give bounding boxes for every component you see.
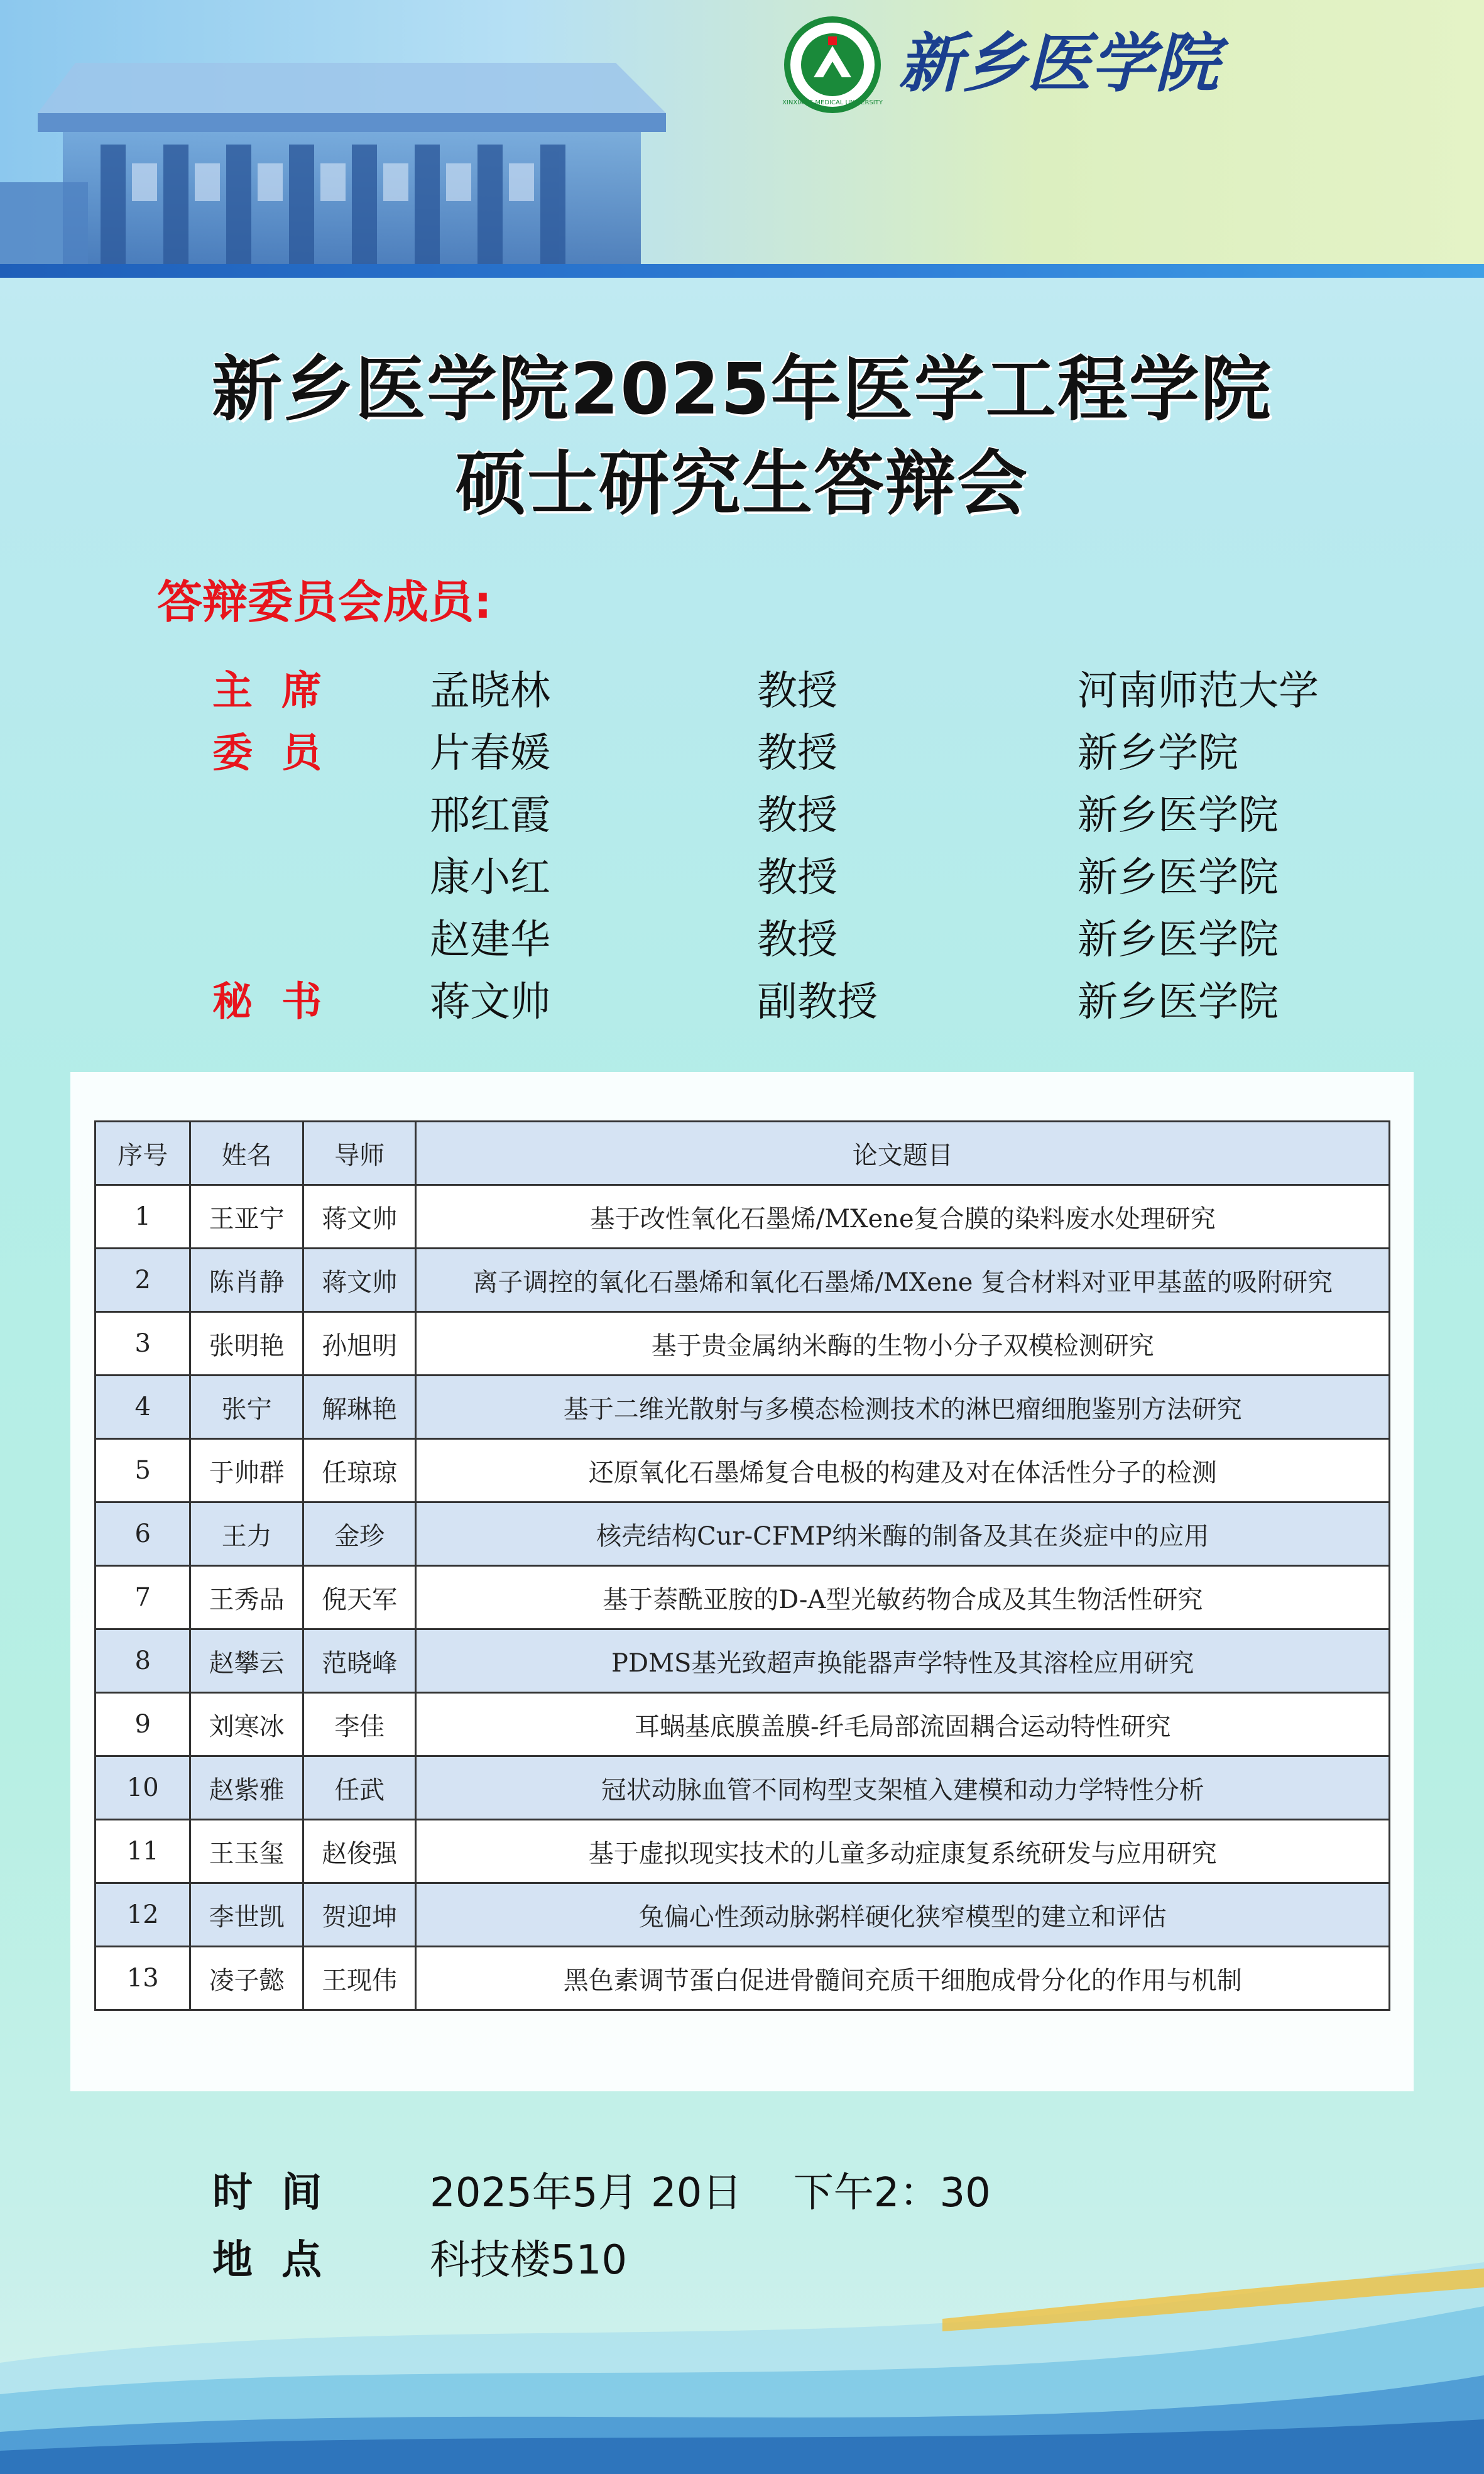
table-row [95, 1883, 1390, 1947]
cell-index: 11 [95, 1820, 190, 1883]
cell-index: 6 [95, 1502, 190, 1566]
cell-thesis-title: 基于虚拟现实技术的儿童多动症康复系统研发与应用研究 [416, 1820, 1390, 1883]
cell-student: 王秀品 [190, 1566, 303, 1629]
university-logo [779, 11, 1445, 118]
cell-student: 王玉玺 [190, 1820, 303, 1883]
member-title: 教授 [757, 917, 837, 963]
cell-advisor: 任琼琼 [303, 1439, 416, 1502]
table-row [95, 1756, 1390, 1820]
member-title: 教授 [757, 792, 837, 839]
member-org: 新乡医学院 [1078, 792, 1279, 839]
cell-advisor: 蒋文帅 [303, 1185, 416, 1249]
place-value: 科技楼510 [430, 2237, 628, 2284]
cell-student: 赵攀云 [190, 1629, 303, 1693]
cell-index: 8 [95, 1629, 190, 1693]
cell-thesis-title: 基于改性氧化石墨烯/MXene复合膜的染料废水处理研究 [416, 1185, 1390, 1249]
member-title: 教授 [757, 730, 837, 777]
cell-index: 1 [95, 1185, 190, 1249]
cell-advisor: 解琳艳 [303, 1376, 416, 1439]
table-row [95, 1376, 1390, 1439]
table-row [95, 1947, 1390, 2010]
cell-thesis-title: 还原氧化石墨烯复合电极的构建及对在体活性分子的检测 [416, 1439, 1390, 1502]
logo-emblem-text: XINXIANG MEDICAL UNIVERSITY [782, 99, 883, 106]
cell-student: 王力 [190, 1502, 303, 1566]
logo-calligraphy-text: 新乡医学院 [898, 26, 1219, 101]
cell-index: 13 [95, 1947, 190, 2010]
decorative-bottom-waves [0, 2250, 1484, 2474]
cell-index: 12 [95, 1883, 190, 1947]
place-label: 地点 [212, 2237, 351, 2284]
committee-member-row [0, 659, 1484, 715]
member-role: 主席 [212, 668, 351, 714]
member-name: 赵建华 [430, 917, 550, 963]
cell-index: 5 [95, 1439, 190, 1502]
committee-member-row [0, 845, 1484, 902]
cell-index: 10 [95, 1756, 190, 1820]
member-title: 教授 [757, 855, 837, 901]
table-row [95, 1312, 1390, 1376]
cell-thesis-title: 核壳结构Cur-CFMP纳米酶的制备及其在炎症中的应用 [416, 1502, 1390, 1566]
cell-student: 张明艳 [190, 1312, 303, 1376]
cell-thesis-title: 冠状动脉血管不同构型支架植入建模和动力学特性分析 [416, 1756, 1390, 1820]
cell-student: 张宁 [190, 1376, 303, 1439]
member-name: 康小红 [430, 855, 550, 901]
member-title: 教授 [757, 668, 837, 714]
cell-student: 凌子懿 [190, 1947, 303, 2010]
table-row [95, 1439, 1390, 1502]
cell-student: 于帅群 [190, 1439, 303, 1502]
cell-student: 赵紫雅 [190, 1756, 303, 1820]
header-accent-bar [0, 264, 1484, 278]
cell-index: 9 [95, 1693, 190, 1756]
cell-advisor: 赵俊强 [303, 1820, 416, 1883]
cell-advisor: 李佳 [303, 1693, 416, 1756]
member-org: 河南师范大学 [1078, 668, 1319, 714]
member-role: 秘书 [212, 979, 351, 1026]
cell-thesis-title: 基于二维光散射与多模态检测技术的淋巴瘤细胞鉴别方法研究 [416, 1376, 1390, 1439]
member-org: 新乡医学院 [1078, 979, 1279, 1026]
table-row [95, 1502, 1390, 1566]
committee-member-row [0, 907, 1484, 964]
cell-thesis-title: 基于贵金属纳米酶的生物小分子双模检测研究 [416, 1312, 1390, 1376]
member-name: 片春媛 [430, 730, 550, 777]
page-title-line1: 新乡医学院2025年医学工程学院 [212, 349, 1272, 430]
column-header-thesis-title: 论文题目 [416, 1122, 1390, 1185]
member-title: 副教授 [757, 979, 878, 1026]
cell-thesis-title: PDMS基光致超声换能器声学特性及其溶栓应用研究 [416, 1629, 1390, 1693]
cell-student: 李世凯 [190, 1883, 303, 1947]
column-header-advisor: 导师 [303, 1122, 416, 1185]
column-header-name: 姓名 [190, 1122, 303, 1185]
table-row [95, 1249, 1390, 1312]
member-org: 新乡学院 [1078, 730, 1238, 777]
committee-member-row [0, 721, 1484, 777]
table-row [95, 1629, 1390, 1693]
cell-advisor: 任武 [303, 1756, 416, 1820]
cell-student: 刘寒冰 [190, 1693, 303, 1756]
header-banner [0, 0, 1484, 276]
table-row [95, 1185, 1390, 1249]
cell-thesis-title: 黑色素调节蛋白促进骨髓间充质干细胞成骨分化的作用与机制 [416, 1947, 1390, 2010]
cell-thesis-title: 离子调控的氧化石墨烯和氧化石墨烯/MXene 复合材料对亚甲基蓝的吸附研究 [416, 1249, 1390, 1312]
column-header-index: 序号 [95, 1122, 190, 1185]
cell-index: 7 [95, 1566, 190, 1629]
committee-member-row [0, 970, 1484, 1026]
cell-index: 3 [95, 1312, 190, 1376]
table-row [95, 1566, 1390, 1629]
member-role: 委员 [212, 730, 351, 777]
table-row [95, 1820, 1390, 1883]
cell-advisor: 王现伟 [303, 1947, 416, 2010]
cell-index: 4 [95, 1376, 190, 1439]
member-org: 新乡医学院 [1078, 917, 1279, 963]
cell-student: 王亚宁 [190, 1185, 303, 1249]
cell-thesis-title: 兔偏心性颈动脉粥样硬化狭窄模型的建立和评估 [416, 1883, 1390, 1947]
campus-building-illustration [0, 38, 691, 264]
cell-advisor: 孙旭明 [303, 1312, 416, 1376]
cell-thesis-title: 耳蜗基底膜盖膜-纤毛局部流固耦合运动特性研究 [416, 1693, 1390, 1756]
cell-advisor: 金珍 [303, 1502, 416, 1566]
cell-student: 陈肖静 [190, 1249, 303, 1312]
committee-heading: 答辩委员会成员: [157, 576, 492, 628]
page-title-line2: 硕士研究生答辩会 [456, 443, 1028, 525]
thesis-table [94, 1120, 1390, 2011]
time-label: 时间 [212, 2170, 351, 2216]
cell-advisor: 范晓峰 [303, 1629, 416, 1693]
member-name: 邢红霞 [430, 792, 550, 839]
cell-thesis-title: 基于萘酰亚胺的D-A型光敏药物合成及其生物活性研究 [416, 1566, 1390, 1629]
table-row [95, 1693, 1390, 1756]
committee-member-row [0, 783, 1484, 840]
member-org: 新乡医学院 [1078, 855, 1279, 901]
cell-advisor: 倪天军 [303, 1566, 416, 1629]
member-name: 孟晓林 [430, 668, 550, 714]
cell-advisor: 贺迎坤 [303, 1883, 416, 1947]
member-name: 蒋文帅 [430, 979, 550, 1026]
time-value: 2025年5月 20日 下午2：30 [430, 2170, 991, 2216]
cell-advisor: 蒋文帅 [303, 1249, 416, 1312]
table-header-row [95, 1122, 1390, 1185]
cell-index: 2 [95, 1249, 190, 1312]
